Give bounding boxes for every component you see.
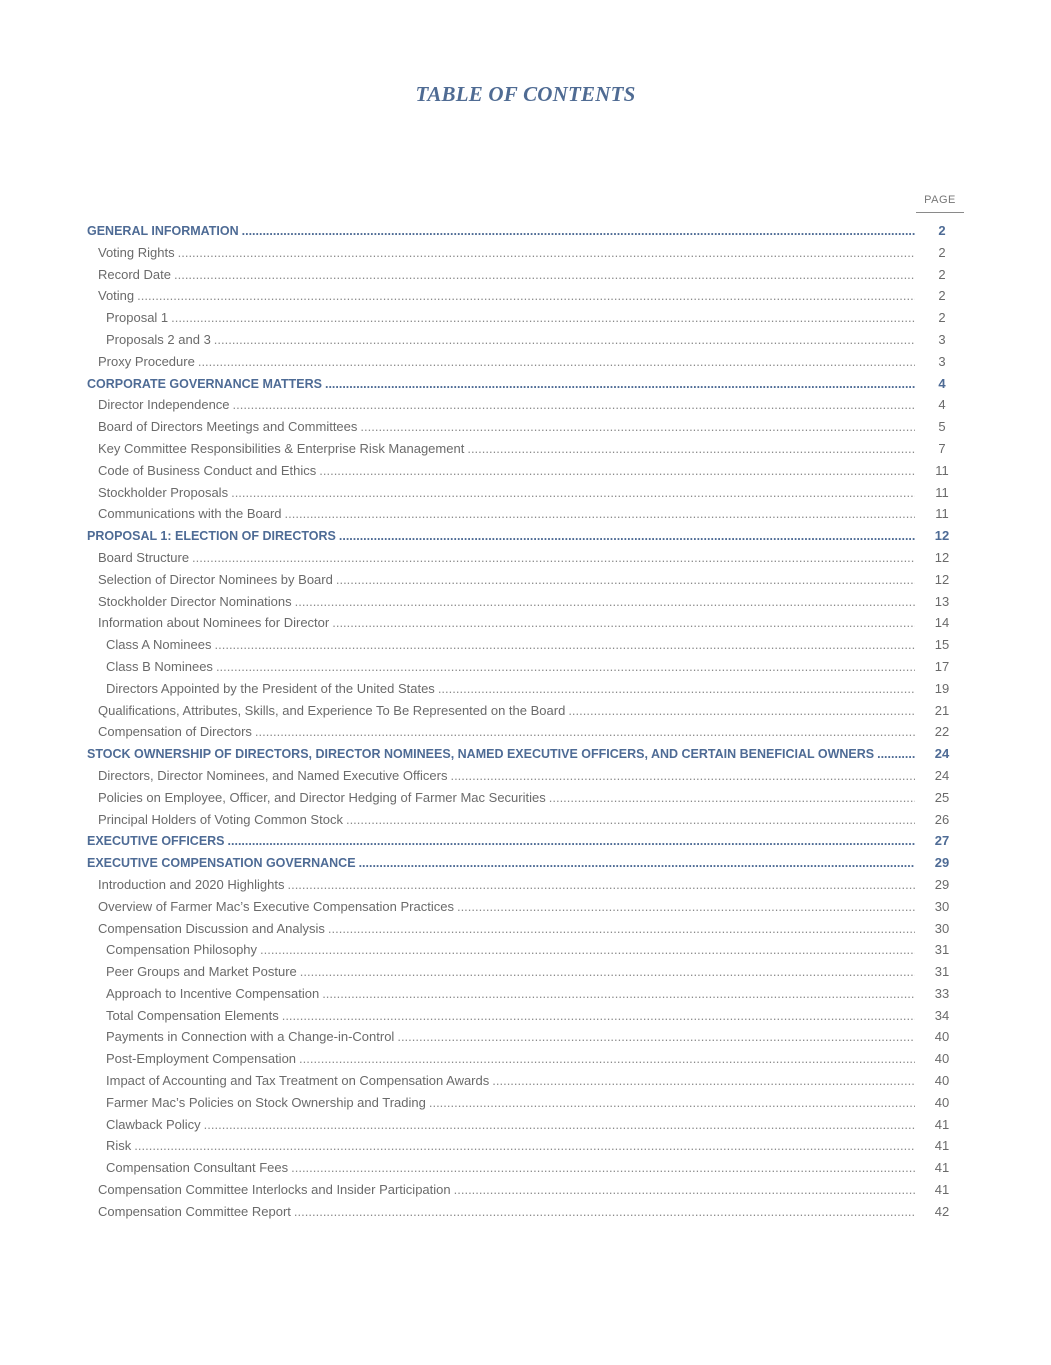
toc-entry[interactable] bbox=[87, 245, 967, 267]
toc-entry-page-number: 21 bbox=[934, 702, 950, 718]
toc-entry-label: Farmer Mac’s Policies on Stock Ownership and Trading bbox=[106, 1094, 426, 1110]
dot-leader bbox=[336, 572, 915, 587]
dot-leader bbox=[242, 224, 915, 238]
dot-leader bbox=[300, 964, 915, 979]
dot-leader bbox=[216, 659, 915, 674]
toc-entry-page-number: 40 bbox=[934, 1073, 950, 1089]
toc-entry-page-number: 40 bbox=[934, 1051, 950, 1067]
toc-entry[interactable] bbox=[87, 790, 967, 812]
toc-entry-label: Compensation Consultant Fees bbox=[106, 1160, 289, 1176]
toc-entry[interactable] bbox=[87, 572, 967, 594]
toc-entry-label: Communications with the Board bbox=[98, 506, 282, 522]
toc-section-entry[interactable] bbox=[87, 223, 967, 245]
dot-leader bbox=[215, 637, 916, 652]
toc-entry-page-number: 26 bbox=[934, 811, 950, 827]
dot-leader bbox=[214, 332, 915, 347]
dot-leader bbox=[454, 1182, 915, 1197]
dot-leader bbox=[174, 267, 915, 282]
toc-entry[interactable] bbox=[87, 681, 967, 703]
toc-entry-label: Overview of Farmer Mac’s Executive Compensation Practices bbox=[98, 898, 454, 914]
toc-entry-page-number: 5 bbox=[938, 419, 946, 435]
toc-entry[interactable] bbox=[87, 703, 967, 725]
toc-entry-page-number: 41 bbox=[934, 1160, 950, 1176]
toc-entry[interactable] bbox=[87, 463, 967, 485]
toc-entry-page-number: 29 bbox=[934, 876, 950, 892]
dot-leader bbox=[231, 485, 915, 500]
toc-section-entry[interactable] bbox=[87, 833, 967, 855]
toc-entry-page-number: 25 bbox=[934, 789, 950, 805]
toc-entry-page-number: 41 bbox=[934, 1138, 950, 1154]
toc-entry-label: Director Independence bbox=[98, 397, 230, 413]
dot-leader bbox=[492, 1073, 915, 1088]
toc-entry[interactable] bbox=[87, 1182, 967, 1204]
toc-entry-page-number: 19 bbox=[934, 680, 950, 696]
toc-entry-label: Compensation Committee Interlocks and Insider Participation bbox=[98, 1182, 451, 1198]
toc-entry[interactable] bbox=[87, 1073, 967, 1095]
dot-leader bbox=[134, 1138, 915, 1153]
dot-leader bbox=[198, 354, 915, 369]
toc-entry-page-number: 34 bbox=[934, 1007, 950, 1023]
dot-leader bbox=[260, 942, 915, 957]
toc-entry-label: STOCK OWNERSHIP OF DIRECTORS, DIRECTOR NOMINEES, NAMED EXECUTIVE OFFICERS, AND CERTAIN BENEFICIAL OWNERS bbox=[87, 747, 875, 762]
toc-entry[interactable] bbox=[87, 397, 967, 419]
toc-entry-page-number: 3 bbox=[938, 331, 946, 347]
toc-entry-label: Qualifications, Attributes, Skills, and Experience To Be Represented on the Board bbox=[98, 702, 566, 718]
toc-entry-page-number: 7 bbox=[938, 440, 946, 456]
toc-entry[interactable] bbox=[87, 1008, 967, 1030]
dot-leader bbox=[178, 245, 915, 260]
dot-leader bbox=[295, 594, 915, 609]
toc-entry-page-number: 12 bbox=[934, 549, 950, 565]
toc-entry[interactable] bbox=[87, 506, 967, 528]
toc-entry[interactable] bbox=[87, 267, 967, 289]
toc-section-entry[interactable] bbox=[87, 376, 967, 398]
toc-entry[interactable] bbox=[87, 332, 967, 354]
toc-entry-label: Risk bbox=[106, 1138, 132, 1154]
toc-entry-label: Compensation Discussion and Analysis bbox=[98, 920, 325, 936]
dot-leader bbox=[137, 288, 915, 303]
toc-entry-page-number: 30 bbox=[934, 898, 950, 914]
dot-leader bbox=[328, 921, 915, 936]
toc-entry-label: Proposal 1 bbox=[106, 310, 169, 326]
toc-entry-label: Proposals 2 and 3 bbox=[106, 331, 211, 347]
toc-entry[interactable] bbox=[87, 615, 967, 637]
toc-entry[interactable] bbox=[87, 419, 967, 441]
toc-entry-label: Principal Holders of Voting Common Stock bbox=[98, 811, 343, 827]
toc-entry-page-number: 13 bbox=[934, 593, 950, 609]
toc-entry-label: GENERAL INFORMATION bbox=[87, 224, 239, 238]
toc-entry-label: Compensation Philosophy bbox=[106, 942, 258, 958]
toc-entry-page-number: 2 bbox=[938, 266, 946, 282]
toc-entry-page-number: 4 bbox=[938, 375, 946, 391]
toc-section-entry[interactable] bbox=[87, 528, 967, 550]
toc-entry-label: Directors Appointed by the President of the United States bbox=[106, 680, 435, 696]
dot-leader bbox=[332, 615, 915, 630]
dot-leader bbox=[228, 834, 915, 848]
toc-entry[interactable] bbox=[87, 288, 967, 310]
toc-entry-label: Peer Groups and Market Posture bbox=[106, 964, 297, 980]
toc-entry[interactable] bbox=[87, 310, 967, 332]
toc-entry-label: CORPORATE GOVERNANCE MATTERS bbox=[87, 376, 322, 391]
dot-leader bbox=[322, 986, 915, 1001]
toc-entry[interactable] bbox=[87, 485, 967, 507]
toc-entry[interactable] bbox=[87, 1051, 967, 1073]
toc-entry-label: Voting Rights bbox=[98, 244, 175, 260]
toc-entry-page-number: 22 bbox=[934, 724, 950, 740]
toc-entry-page-number: 2 bbox=[938, 223, 946, 238]
toc-entry-page-number: 12 bbox=[934, 528, 950, 544]
toc-entry-label: Post-Employment Compensation bbox=[106, 1051, 297, 1067]
dot-leader bbox=[171, 310, 915, 325]
toc-entry[interactable] bbox=[87, 964, 967, 986]
toc-entry[interactable] bbox=[87, 637, 967, 659]
toc-entry-page-number: 24 bbox=[934, 767, 950, 783]
toc-entry-page-number: 40 bbox=[934, 1094, 950, 1110]
page-title: TABLE OF CONTENTS bbox=[415, 82, 636, 106]
toc-entry-page-number: 27 bbox=[934, 833, 950, 849]
toc-entry-page-number: 17 bbox=[934, 658, 950, 674]
toc-entry-label: Voting bbox=[98, 288, 135, 304]
toc-entry-label: EXECUTIVE OFFICERS bbox=[87, 834, 225, 849]
dot-leader bbox=[339, 529, 915, 543]
dot-leader bbox=[255, 724, 915, 739]
toc-entry[interactable] bbox=[87, 659, 967, 681]
toc-entry-page-number: 2 bbox=[938, 244, 946, 260]
toc-entry-label: Class A Nominees bbox=[106, 637, 212, 653]
dot-leader bbox=[877, 747, 915, 761]
toc-entry-page-number: 40 bbox=[934, 1029, 950, 1045]
dot-leader bbox=[287, 877, 915, 892]
dot-leader bbox=[359, 856, 915, 870]
toc-entry-page-number: 2 bbox=[938, 310, 946, 326]
dot-leader bbox=[282, 1008, 915, 1023]
toc-entry-page-number: 12 bbox=[934, 571, 950, 587]
toc-entry-label: Stockholder Proposals bbox=[98, 484, 229, 500]
toc-entry-page-number: 14 bbox=[934, 615, 950, 631]
toc-entry-page-number: 11 bbox=[935, 462, 949, 478]
toc-entry[interactable] bbox=[87, 550, 967, 572]
dot-leader bbox=[346, 812, 915, 827]
toc-entry-label: Board Structure bbox=[98, 549, 190, 565]
toc-entry-label: Information about Nominees for Director bbox=[98, 615, 330, 631]
toc-entry-page-number: 11 bbox=[935, 484, 949, 500]
toc-entry[interactable] bbox=[87, 942, 967, 964]
toc-entry-page-number: 31 bbox=[934, 964, 950, 980]
toc-section-entry[interactable] bbox=[87, 746, 967, 768]
toc-entry[interactable] bbox=[87, 1204, 967, 1226]
toc-entry-label: Impact of Accounting and Tax Treatment on Compensation Awards bbox=[106, 1073, 490, 1089]
dot-leader bbox=[291, 1160, 915, 1175]
toc-entry[interactable] bbox=[87, 1138, 967, 1160]
toc-entry-label: Proxy Procedure bbox=[98, 353, 195, 369]
toc-entry[interactable] bbox=[87, 921, 967, 943]
toc-entry[interactable] bbox=[87, 1095, 967, 1117]
dot-leader bbox=[204, 1117, 915, 1132]
toc-entry-label: Payments in Connection with a Change-in-Control bbox=[106, 1029, 395, 1045]
dot-leader bbox=[438, 681, 915, 696]
dot-leader bbox=[429, 1095, 915, 1110]
dot-leader bbox=[294, 1204, 915, 1219]
toc-entry-label: Code of Business Conduct and Ethics bbox=[98, 462, 317, 478]
toc-entry-label: Compensation of Directors bbox=[98, 724, 252, 740]
toc-entry-page-number: 31 bbox=[934, 942, 950, 958]
toc-entry-label: EXECUTIVE COMPENSATION GOVERNANCE bbox=[87, 856, 356, 871]
toc-entry-label: Policies on Employee, Officer, and Director Hedging of Farmer Mac Securities bbox=[98, 789, 546, 805]
toc-entry-label: Class B Nominees bbox=[106, 658, 213, 674]
toc-section-entry[interactable] bbox=[87, 855, 967, 877]
toc-entry-page-number: 41 bbox=[934, 1116, 950, 1132]
toc-entry-page-number: 4 bbox=[938, 397, 946, 413]
page-column-header: PAGE bbox=[916, 194, 964, 213]
dot-leader bbox=[192, 550, 915, 565]
table-of-contents bbox=[87, 223, 967, 1226]
dot-leader bbox=[467, 441, 915, 456]
toc-entry-page-number: 15 bbox=[934, 637, 950, 653]
toc-entry-page-number: 3 bbox=[938, 353, 946, 369]
toc-entry-label: Compensation Committee Report bbox=[98, 1203, 291, 1219]
toc-entry-label: Selection of Director Nominees by Board bbox=[98, 571, 333, 587]
toc-entry-label: Clawback Policy bbox=[106, 1116, 201, 1132]
dot-leader bbox=[397, 1029, 915, 1044]
toc-entry[interactable] bbox=[87, 899, 967, 921]
toc-entry-label: Stockholder Director Nominations bbox=[98, 593, 292, 609]
toc-entry-label: PROPOSAL 1: ELECTION OF DIRECTORS bbox=[87, 529, 336, 544]
toc-entry-page-number: 42 bbox=[934, 1203, 950, 1219]
toc-entry-page-number: 29 bbox=[934, 855, 950, 871]
dot-leader bbox=[549, 790, 915, 805]
toc-entry-label: Record Date bbox=[98, 266, 171, 282]
toc-entry[interactable] bbox=[87, 877, 967, 899]
toc-entry[interactable] bbox=[87, 354, 967, 376]
dot-leader bbox=[285, 506, 915, 521]
toc-entry[interactable] bbox=[87, 1029, 967, 1051]
toc-entry-page-number: 33 bbox=[934, 985, 950, 1001]
toc-entry-page-number: 24 bbox=[934, 746, 950, 762]
toc-entry[interactable] bbox=[87, 986, 967, 1008]
dot-leader bbox=[450, 768, 915, 783]
dot-leader bbox=[325, 377, 915, 391]
toc-entry[interactable] bbox=[87, 1160, 967, 1182]
dot-leader bbox=[319, 463, 915, 478]
toc-entry-label: Total Compensation Elements bbox=[106, 1007, 279, 1023]
toc-entry[interactable] bbox=[87, 768, 967, 790]
toc-entry[interactable] bbox=[87, 812, 967, 834]
toc-entry[interactable] bbox=[87, 441, 967, 463]
toc-entry-label: Directors, Director Nominees, and Named Executive Officers bbox=[98, 767, 448, 783]
toc-entry-label: Introduction and 2020 Highlights bbox=[98, 876, 285, 892]
dot-leader bbox=[568, 703, 915, 718]
dot-leader bbox=[360, 419, 915, 434]
toc-entry-page-number: 2 bbox=[938, 288, 946, 304]
toc-entry-page-number: 30 bbox=[934, 920, 950, 936]
toc-entry-page-number: 11 bbox=[935, 506, 949, 522]
toc-entry[interactable] bbox=[87, 724, 967, 746]
dot-leader bbox=[233, 397, 915, 412]
toc-entry[interactable] bbox=[87, 594, 967, 616]
toc-entry-label: Approach to Incentive Compensation bbox=[106, 985, 320, 1001]
toc-entry-label: Key Committee Responsibilities & Enterprise Risk Management bbox=[98, 440, 465, 456]
dot-leader bbox=[299, 1051, 915, 1066]
dot-leader bbox=[457, 899, 915, 914]
toc-entry-page-number: 41 bbox=[934, 1182, 950, 1198]
toc-entry-label: Board of Directors Meetings and Committees bbox=[98, 419, 358, 435]
toc-entry[interactable] bbox=[87, 1117, 967, 1139]
